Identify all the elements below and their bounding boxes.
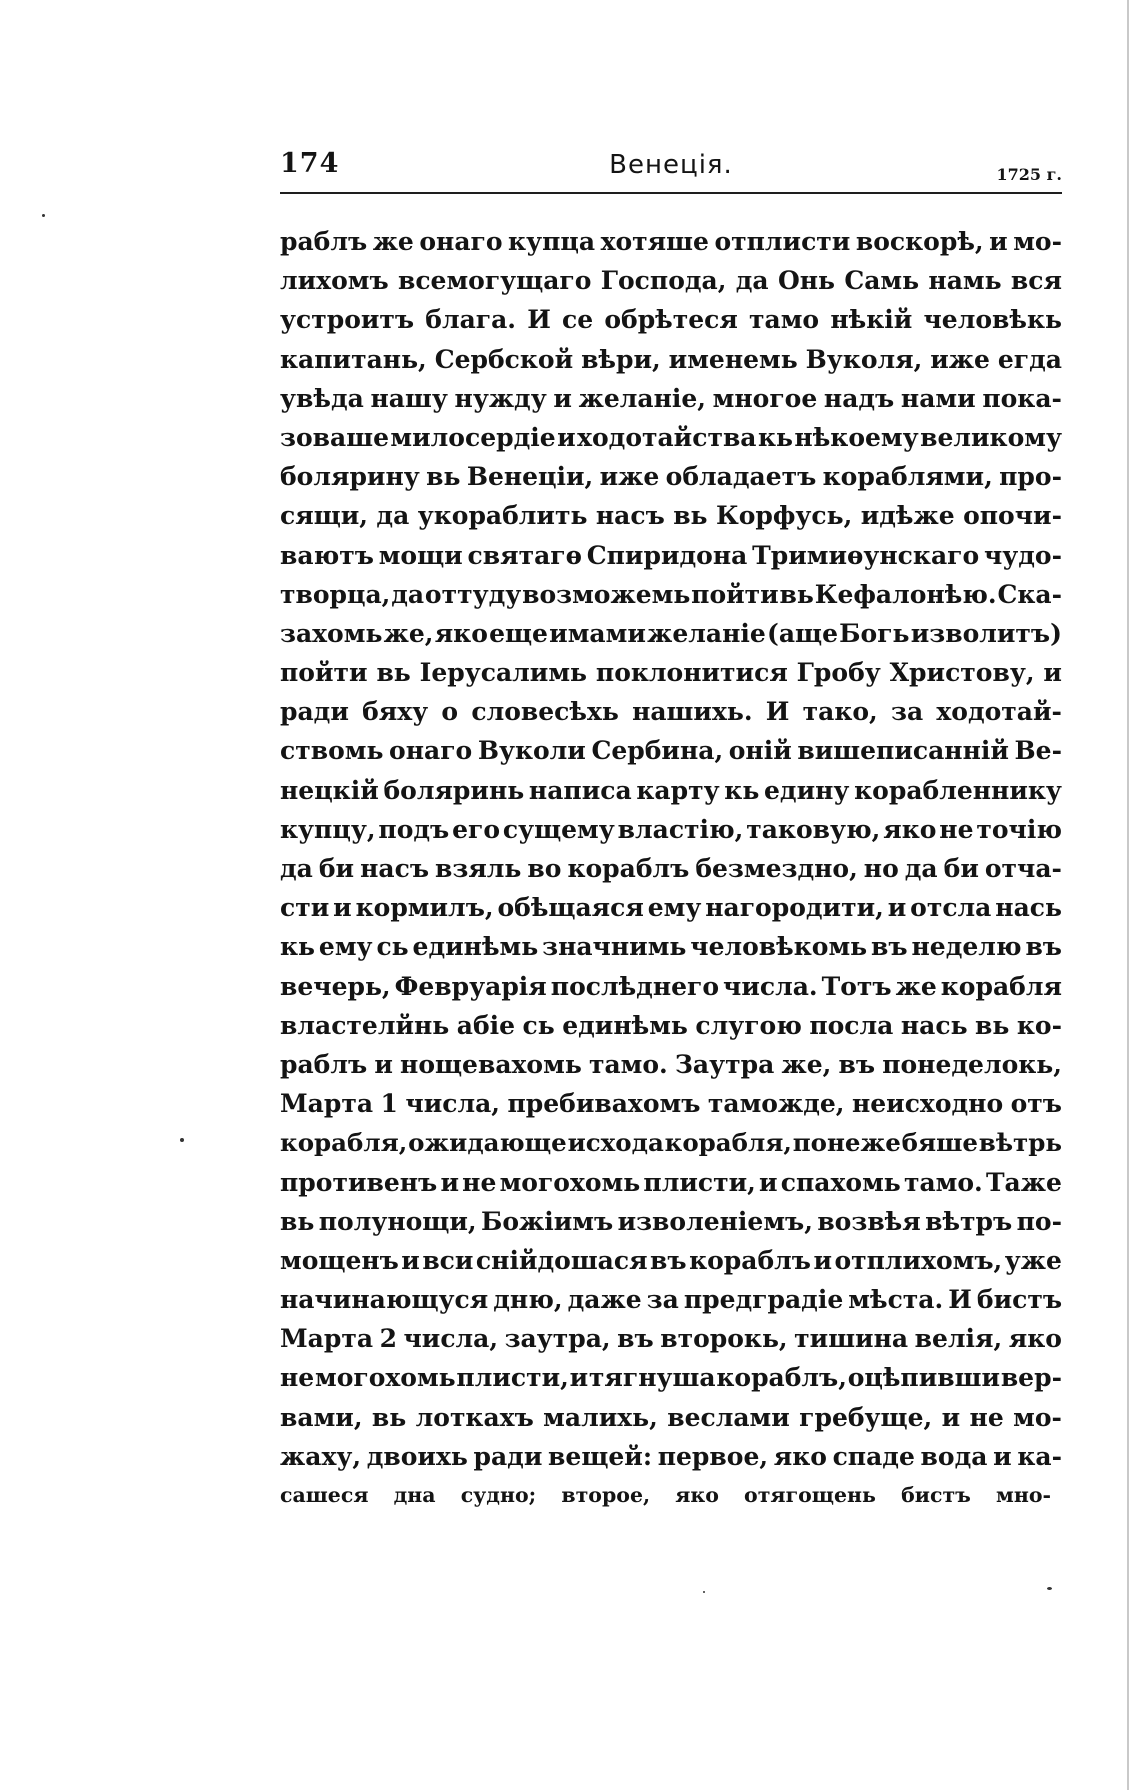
text-line: корабля, ожидающе исхода корабля, понеже бяше вѣтрь bbox=[280, 1128, 1062, 1158]
header-rule bbox=[280, 192, 1062, 194]
text-line: зоваше милосердіе и ходотайства кь нѣкоему великому bbox=[280, 422, 1062, 452]
header-year: 1725 г. bbox=[996, 165, 1062, 184]
text-line: ради бяху о словесѣхь нашихь. И тако, за ходотай- bbox=[280, 697, 1062, 727]
text-line: властелйнь абіе сь единѣмь слугою посла нась вь ко- bbox=[280, 1010, 1062, 1040]
text-line: Марта 1 числа, пребивахомъ тамождe, неисходно отъ bbox=[280, 1089, 1062, 1119]
text-line: Марта 2 числа, заутра, въ второкь, тишина велія, яко bbox=[280, 1324, 1062, 1354]
text-line: вами, вь лоткахъ малихь, веслами гребуще, и не мо- bbox=[280, 1402, 1062, 1432]
page-edge-line bbox=[1127, 0, 1129, 1790]
text-line: начинающуся дню, даже за предградіе мѣста. И бистъ bbox=[280, 1285, 1062, 1315]
print-speck bbox=[180, 1138, 184, 1142]
text-line: лихомъ всемогущаго Господа, да Онь Самь намь вся bbox=[280, 266, 1062, 296]
text-line: сящи, да укораблить насъ вь Корфусь, идѣже опочи- bbox=[280, 501, 1062, 531]
text-line: сашеся дна судно; второе, яко отягощень бистъ мно- bbox=[280, 1483, 1051, 1507]
text-line: болярину вь Венеціи, иже обладаетъ кораблями, про- bbox=[280, 462, 1062, 492]
text-line: ствомь онаго Вуколи Сербина, оній вишеписанній Ве- bbox=[280, 736, 1062, 766]
text-line: нецкій боляринь написа карту кь едину корабленнику bbox=[280, 775, 1062, 805]
text-line: не могохомь плисти, и тягнуша кораблъ, оцѣпивши вер- bbox=[280, 1363, 1062, 1393]
text-line: устроитъ блага. И се обрѣтеся тамо нѣкій человѣкь bbox=[280, 305, 1062, 335]
text-line: жаху, двоихь ради вещей: первое, яко спаде вода и ка- bbox=[280, 1441, 1062, 1471]
text-line: увѣда нашу нужду и желаніе, многое надъ нами пока- bbox=[280, 383, 1062, 413]
text-line: захомь же, яко еще имами желаніе (аще Богь изволитъ) bbox=[280, 618, 1062, 648]
text-line: раблъ и нощевахомь тамо. Заутра же, въ понеделокь, bbox=[280, 1049, 1062, 1079]
text-line: мощенъ и вси снійдошася въ кораблъ и отплихомъ, уже bbox=[280, 1245, 1062, 1275]
text-line: творца, да оттуду возможемь пойти вь Кефалонѣю. Ска- bbox=[280, 579, 1062, 609]
print-speck bbox=[703, 1591, 705, 1593]
text-line: пойти вь Іерусалимь поклонитися Гробу Христову, и bbox=[280, 658, 1062, 688]
text-line: противенъ и не могохомь плисти, и спахомь тамо. Таже bbox=[280, 1167, 1062, 1197]
text-line: сти и кормилъ, обѣщаяся ему нагородити, и отсла нась bbox=[280, 893, 1062, 923]
text-line: капитань, Сербской вѣри, именемь Вуколя, иже егда bbox=[280, 344, 1062, 374]
print-speck bbox=[1047, 1587, 1052, 1590]
print-speck bbox=[42, 214, 45, 217]
running-title: Венеція. bbox=[609, 150, 733, 180]
text-line: ваютъ мощи святагѳ Спиридона Тримиѳунскаго чудо- bbox=[280, 540, 1062, 570]
text-line: кь ему сь единѣмь значнимь человѣкомь въ неделю въ bbox=[280, 932, 1062, 962]
text-line: вь полунощи, Божіимъ изволеніемъ, возвѣя вѣтръ по- bbox=[280, 1206, 1062, 1236]
page-header bbox=[280, 148, 1062, 194]
body-text bbox=[280, 222, 1062, 1515]
page-number: 174 bbox=[280, 148, 340, 179]
text-line: вечерь, Февруарія послѣднего числа. Тотъ же корабля bbox=[280, 971, 1062, 1001]
text-line: купцу, подъ его сущему властію, таковую, яко не точію bbox=[280, 814, 1062, 844]
text-line: раблъ же онаго купца хотяше отплисти воскорѣ, и мо- bbox=[280, 227, 1062, 256]
text-line: да би насъ взяль во кораблъ безмездно, но да би отча- bbox=[280, 854, 1062, 883]
